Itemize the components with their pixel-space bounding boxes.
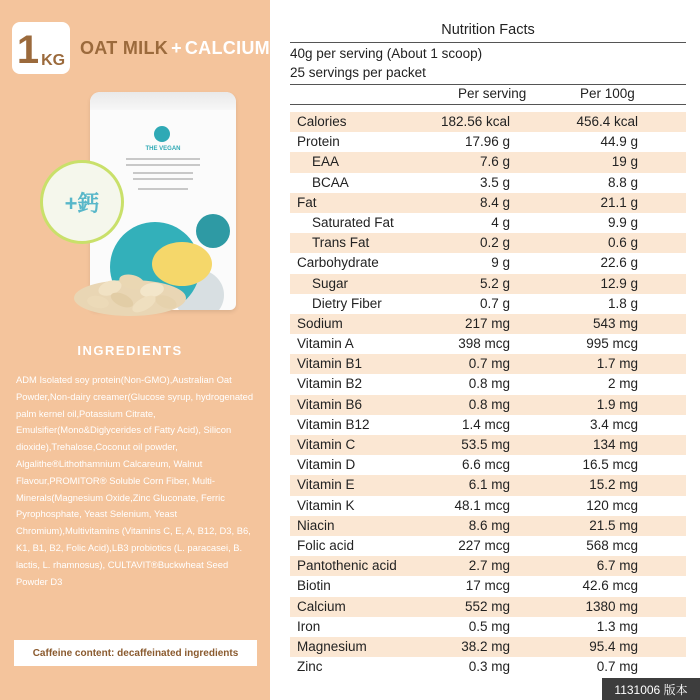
divider [290,84,686,85]
nutrient-per-100g: 44.9 g [600,134,638,150]
nutrient-per-serving: 38.2 mg [461,638,510,654]
caffeine-note: Caffeine content: decaffeinated ingredients [14,640,257,666]
nutrient-name: Vitamin B6 [297,396,363,412]
package-text-line [126,158,200,160]
table-row [290,294,686,314]
table-row [290,617,686,637]
nutrient-per-100g: 1.3 mg [596,618,638,634]
table-row [290,213,686,233]
nutrient-per-100g: 0.7 mg [596,659,638,675]
package-text-line [138,188,188,190]
package-text-line [133,178,193,180]
nutrient-name: Vitamin B1 [297,356,363,372]
nutrient-per-serving: 227 mcg [458,537,510,553]
nutrient-per-serving: 6.6 mcg [461,457,510,473]
nutrient-name: Dietry Fiber [312,295,382,311]
table-row [290,455,686,475]
nutrient-per-serving: 48.1 mcg [454,497,510,513]
brand-logo-icon [154,126,170,142]
nutrient-per-100g: 0.6 g [607,235,638,251]
nutrient-per-100g: 1.7 mg [596,356,638,372]
nutrient-per-serving: 2.7 mg [468,558,510,574]
nutrient-name: Niacin [297,517,335,533]
nutrient-per-serving: 5.2 g [479,275,510,291]
table-row [290,354,686,374]
nutrient-per-serving: 53.5 mg [461,437,510,452]
nutrient-per-100g: 1380 mg [585,598,638,614]
nutrient-per-serving: 0.8 mg [468,396,510,412]
package-seal-strip [90,92,236,110]
divider [290,104,686,105]
table-row [290,657,686,677]
table-row [290,314,686,334]
nutrient-per-serving: 8.4 g [479,194,510,210]
nutrient-name: Vitamin B12 [297,416,370,432]
table-row [290,415,686,435]
nutrient-per-100g: 1.9 mg [596,396,638,412]
nutrient-per-100g: 21.5 mg [589,517,638,533]
nutrient-per-serving: 1.4 mcg [461,416,510,432]
nutrient-per-serving: 0.3 mg [468,659,510,675]
oat-flakes-image [70,250,190,320]
table-row [290,193,686,213]
nutrient-name: Trans Fat [312,235,370,251]
nutrient-name: Iron [297,618,321,634]
nutrient-name: Vitamin B2 [297,376,363,392]
nutrient-per-100g: 134 mg [592,437,638,452]
weight-unit: KG [41,52,66,69]
table-row [290,395,686,415]
nutrient-name: Fat [297,194,317,210]
nutrient-per-100g: 3.4 mcg [589,416,638,432]
nutrient-name: BCAA [312,174,349,190]
nutrient-per-serving: 3.5 g [479,174,510,190]
servings-per-packet: 25 servings per packet [290,65,426,80]
package-text-line [126,164,200,166]
col-header-per-100g: Per 100g [580,86,635,101]
nutrient-per-100g: 2 mg [607,376,638,392]
table-row [290,475,686,495]
table-row [290,496,686,516]
package-decor-circle [196,214,230,248]
nutrient-name: Calories [297,114,347,129]
high-calcium-protein-seal [40,160,124,244]
nutrient-name: Folic acid [297,537,355,553]
nutrient-name: Vitamin E [297,477,355,493]
nutrient-per-100g: 995 mcg [586,336,638,352]
nutrient-per-serving: 4 g [491,214,510,230]
nutrient-per-100g: 543 mg [592,315,638,331]
nutrient-per-serving: 0.7 mg [468,356,510,372]
nutrient-per-serving: 6.1 mg [468,477,510,493]
nutrient-name: Vitamin C [297,437,356,452]
nutrient-name: Sugar [312,275,349,291]
nutrition-table [290,112,686,677]
table-row [290,334,686,354]
product-name: OAT MILK [80,38,169,58]
nutrient-per-100g: 6.7 mg [596,558,638,574]
nutrient-per-serving: 182.56 kcal [440,114,510,129]
nutrient-per-100g: 1.8 g [607,295,638,311]
ingredients-title: INGREDIENTS [77,343,183,358]
nutrient-per-100g: 8.8 g [607,174,638,190]
nutrient-per-serving: 0.2 g [479,235,510,251]
nutrient-per-100g: 120 mcg [586,497,638,513]
table-row [290,173,686,193]
seal-text: +鈣 [64,190,100,216]
nutrient-per-serving: 0.5 mg [468,618,510,634]
nutrient-per-100g: 42.6 mcg [582,578,638,594]
weight-number: 1 [16,28,40,72]
table-row [290,556,686,576]
serving-size: 40g per serving (About 1 scoop) [290,46,483,61]
ingredients-text: ADM Isolated soy protein(Non-GMO),Australian Oat Powder,Non-dairy creamer(Glucose syrup, hydrogenated palm kernel oil,Potassium Citrate, Emulsifier(Mono&Diglycerides of Fatty Acid), Silicon dioxide),Trehalose,Coconut oil powder, Algalithe®Lithothamnium Calcareum, Walnut Flavour,PROMITOR® Soluble Corn Fiber, Multi-Minerals(Magnesium Oxide,Zinc Gluconate, Ferric Pyrophosphate, Yeast Selenium, Yeast Chromium),Multivitamins (Vitamins C, E, A, B12, D3, B6, K1, B1, B2, Folic Acid),LB3 probiotics (L. paracasei, B. lactis, L. rhamnosus), CULTAVIT®Buckwheat Seed Powder D3 [16,374,254,587]
package-brand: THE VEGAN [145,146,181,152]
nutrient-name: Vitamin A [297,336,354,352]
nutrient-name: Biotin [297,578,331,594]
table-row [290,597,686,617]
nutrient-name: Protein [297,134,340,150]
version-code: 1131006 版本 [602,678,700,700]
nutrient-per-100g: 95.4 mg [589,638,638,654]
nutrient-name: Zinc [297,659,323,675]
nutrient-per-serving: 552 mg [464,598,510,614]
nutrient-per-serving: 0.8 mg [468,376,510,392]
nutrient-name: Carbohydrate [297,255,379,271]
table-row [290,516,686,536]
nutrient-name: EAA [312,154,340,170]
nutrient-per-serving: 398 mcg [458,336,510,352]
table-row [290,112,686,132]
nutrient-per-100g: 16.5 mcg [582,457,638,473]
nutrient-per-serving: 17 mcg [465,578,510,594]
table-row [290,435,686,455]
table-row [290,637,686,657]
package-text-line [133,172,193,174]
nutrient-name: Vitamin K [297,497,355,513]
nutrient-name: Saturated Fat [312,214,394,230]
table-row [290,132,686,152]
nutrient-per-100g: 9.9 g [607,214,638,230]
nutrition-title: Nutrition Facts [441,22,535,38]
nutrient-name: Vitamin D [297,457,356,473]
product-panel [0,0,270,700]
product-title [80,38,270,59]
nutrient-name: Calcium [297,598,346,614]
table-row [290,274,686,294]
table-row [290,374,686,394]
nutrient-per-serving: 8.6 mg [468,517,510,533]
table-row [290,253,686,273]
col-header-per-serving: Per serving [458,86,527,101]
nutrient-name: Sodium [297,315,343,331]
nutrient-per-100g: 456.4 kcal [576,114,638,129]
product-plus: + [171,38,182,58]
weight-badge [12,22,70,74]
nutrient-name: Pantothenic acid [297,558,397,574]
nutrient-per-serving: 217 mg [464,315,510,331]
nutrient-per-100g: 19 g [611,154,638,170]
nutrient-per-100g: 22.6 g [600,255,638,271]
nutrient-per-100g: 21.1 g [600,194,638,210]
table-row [290,233,686,253]
table-row [290,536,686,556]
nutrient-name: Magnesium [297,638,367,654]
divider [290,42,686,43]
nutrient-per-100g: 12.9 g [600,275,638,291]
nutrient-per-serving: 0.7 g [479,295,510,311]
product-addon: CALCIUM [184,38,270,58]
table-row [290,576,686,596]
nutrient-per-100g: 568 mcg [586,537,638,553]
nutrient-per-serving: 7.6 g [479,154,510,170]
table-row [290,152,686,172]
nutrient-per-serving: 9 g [491,255,510,271]
nutrient-per-100g: 15.2 mg [589,477,638,493]
nutrient-per-serving: 17.96 g [464,134,510,150]
